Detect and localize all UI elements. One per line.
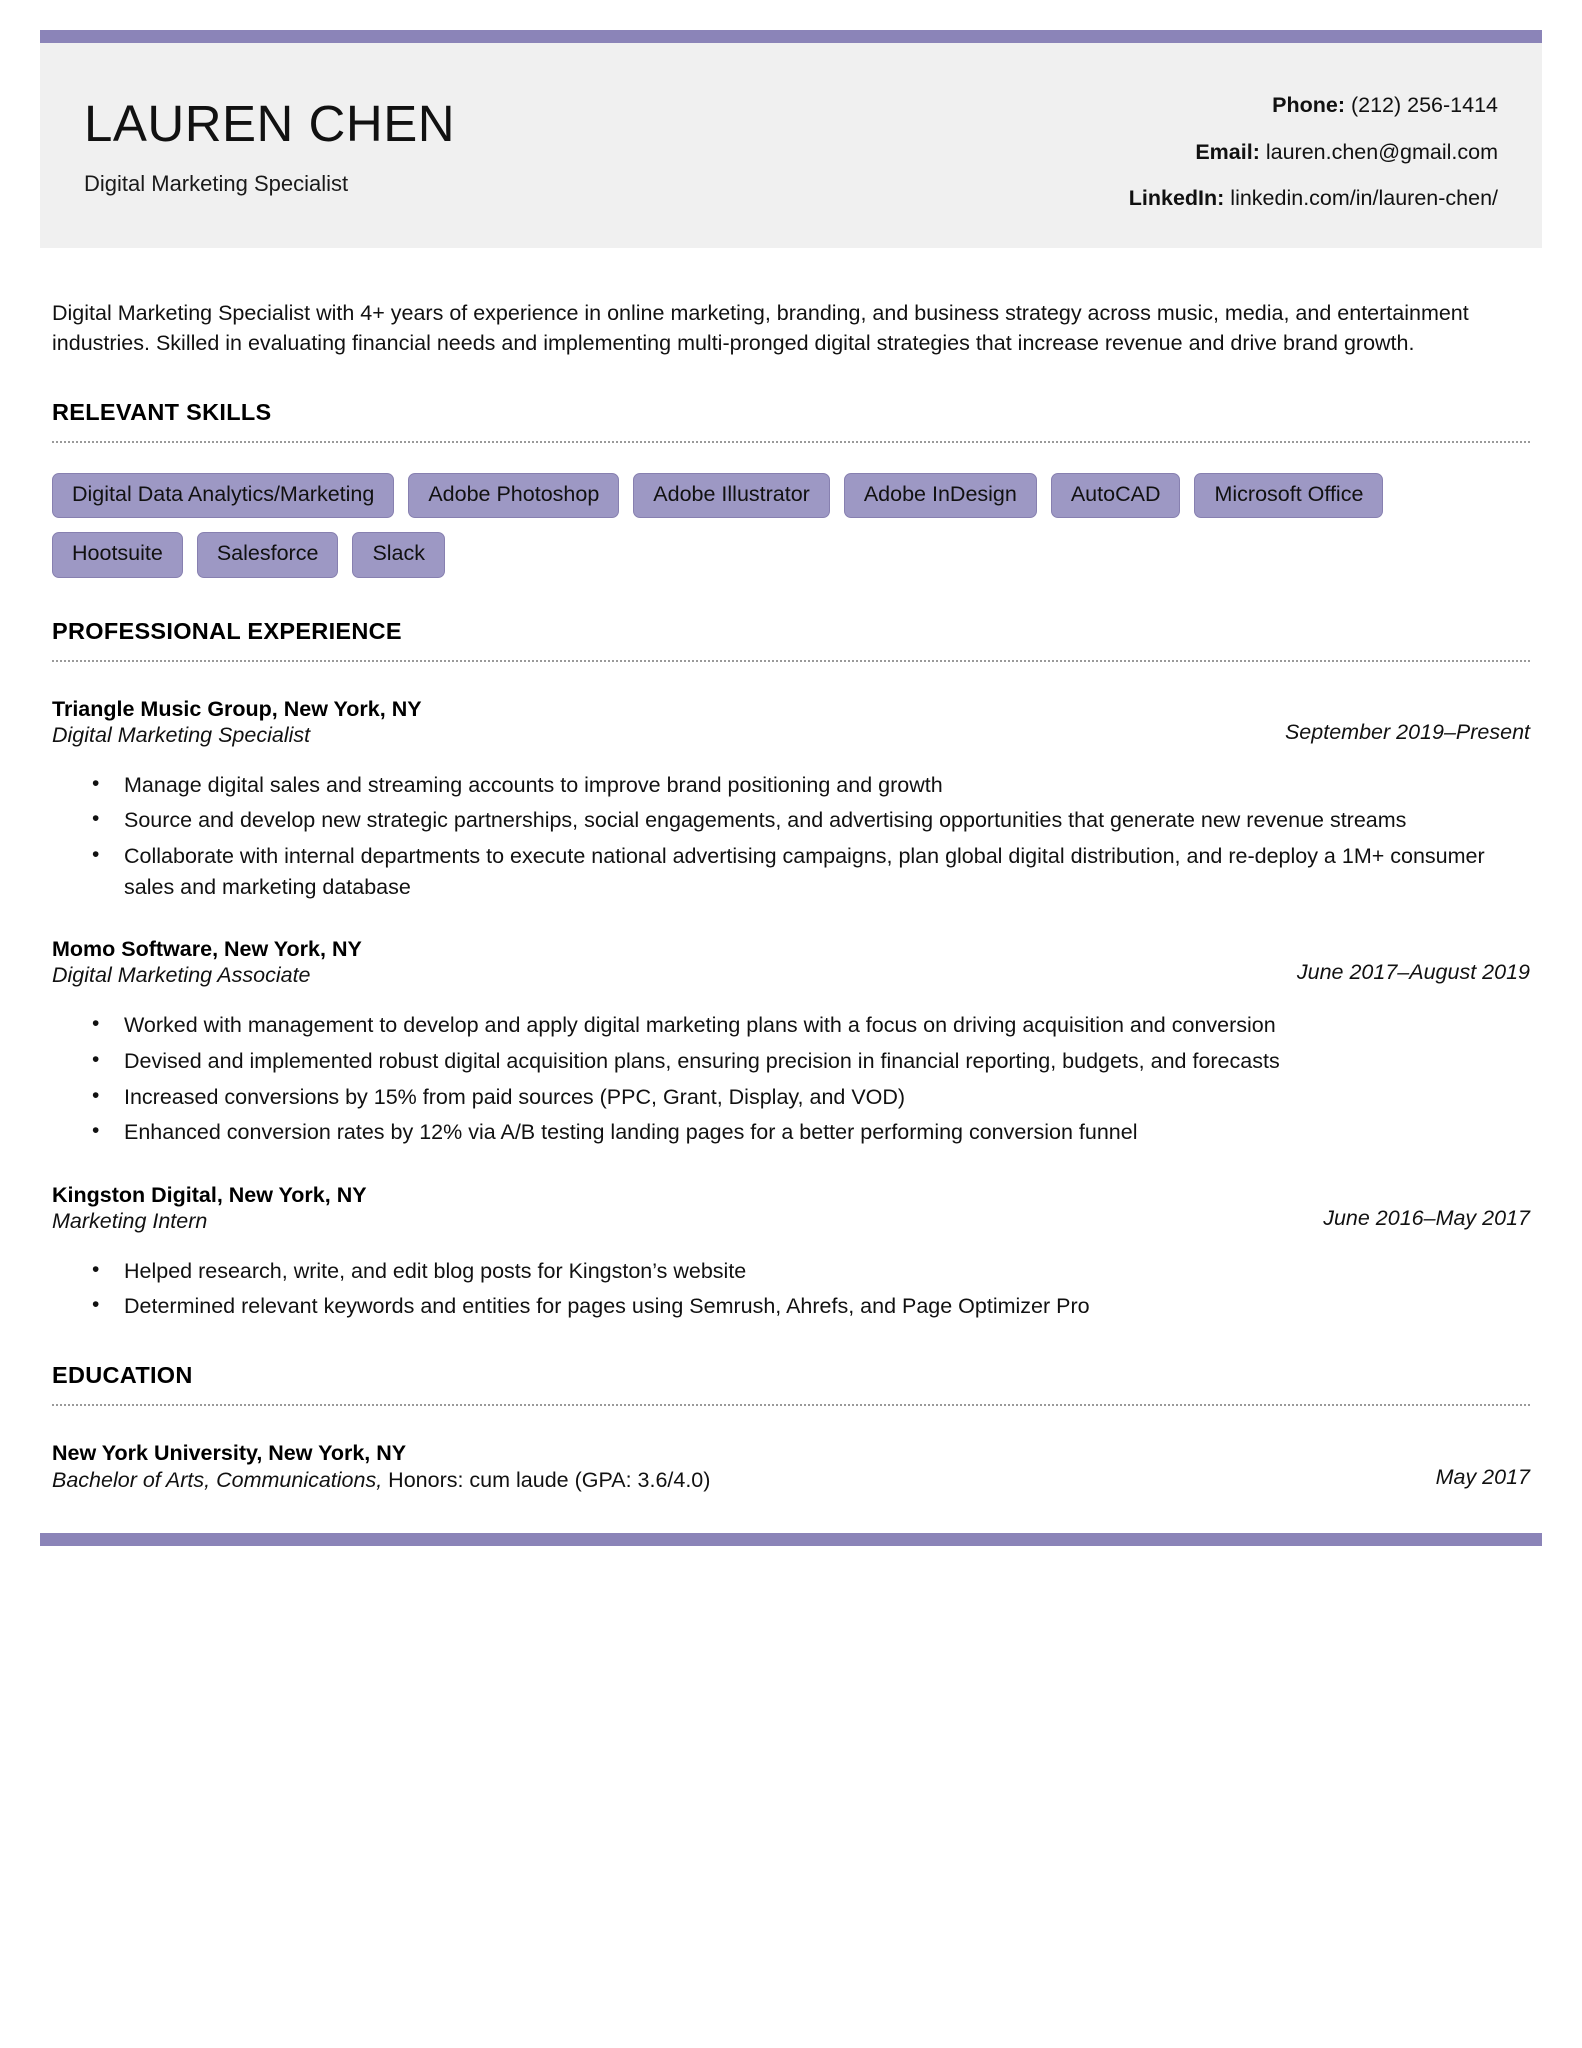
contact-email-label: Email: xyxy=(1195,139,1260,164)
education-degree xyxy=(52,1467,710,1494)
experience-date: September 2019–Present xyxy=(1284,719,1530,744)
bottom-spacer xyxy=(0,1493,1582,1533)
education-date: May 2017 xyxy=(1435,1465,1530,1489)
contact-phone-value: (212) 256-1414 xyxy=(1350,93,1498,117)
experience-bullet: • Devised and implemented robust digital acquisition plans, ensuring precision in financial reporting, budgets, and forecasts xyxy=(52,1046,1502,1077)
experience-bullets xyxy=(52,770,1530,902)
experience-company: Kingston Digital, New York, NY xyxy=(52,1182,367,1207)
skill-tag[interactable]: Hootsuite xyxy=(52,532,183,578)
experience-bullet: • Worked with management to develop and apply digital marketing plans with a focus on driving acquisition and conversion xyxy=(52,1010,1502,1041)
skill-tag[interactable]: Adobe Illustrator xyxy=(633,473,830,519)
experience-company: Momo Software, New York, NY xyxy=(52,937,362,962)
section-heading-experience: PROFESSIONAL EXPERIENCE xyxy=(52,617,402,644)
experience-entry xyxy=(52,696,1530,748)
contact-phone xyxy=(1129,95,1498,117)
section-divider-education xyxy=(52,1404,1530,1406)
experience-entry xyxy=(52,936,1530,988)
section-heading-education: EDUCATION xyxy=(52,1362,193,1388)
experience-entry xyxy=(52,1182,1530,1234)
experience-bullet: • Manage digital sales and streaming accounts to improve brand positioning and growth xyxy=(52,770,1502,801)
education-degree-honors: Honors: cum laude (GPA: 3.6/4.0) xyxy=(382,1467,711,1492)
skill-tag[interactable]: Adobe Photoshop xyxy=(408,473,619,519)
skill-tag[interactable]: Adobe InDesign xyxy=(844,473,1037,519)
experience-role: Marketing Intern xyxy=(52,1208,208,1233)
contact-linkedin-label: LinkedIn: xyxy=(1128,186,1225,210)
contact-phone-label: Phone: xyxy=(1272,93,1345,117)
experience-bullets xyxy=(52,1010,1530,1147)
experience-bullets xyxy=(52,1256,1530,1322)
bottom-accent-bar xyxy=(40,1533,1542,1546)
education-entry-details xyxy=(52,1440,710,1493)
resume-body xyxy=(40,298,1542,1494)
experience-role: Digital Marketing Associate xyxy=(52,963,311,988)
experience-date: June 2016–May 2017 xyxy=(1323,1205,1530,1230)
experience-bullet: • Source and develop new strategic partnerships, social engagements, and advertising opportunities that generate new revenue streams xyxy=(52,805,1502,836)
section-heading-skills: RELEVANT SKILLS xyxy=(52,398,272,425)
experience-bullet: • Determined relevant keywords and entities for pages using Semrush, Ahrefs, and Page Optimizer Pro xyxy=(52,1291,1502,1322)
experience-entry-titles xyxy=(52,1182,367,1234)
skill-tag[interactable]: Digital Data Analytics/Marketing xyxy=(52,473,394,519)
experience-bullet: • Helped research, write, and edit blog posts for Kingston’s website xyxy=(52,1256,1502,1287)
education-entry xyxy=(52,1440,1530,1493)
experience-bullet: • Collaborate with internal departments to execute national advertising campaigns, plan global digital distribution, and re-deploy a 1M+ consumer sales and marketing database xyxy=(52,841,1502,902)
section-divider-experience xyxy=(52,660,1530,662)
contact-email-value[interactable]: lauren.chen@gmail.com xyxy=(1265,139,1498,164)
experience-entry-titles xyxy=(52,936,362,988)
experience-date: June 2017–August 2019 xyxy=(1296,960,1530,985)
education-school: New York University, New York, NY xyxy=(52,1441,407,1465)
contact-email xyxy=(1129,139,1498,164)
experience-bullet: • Enhanced conversion rates by 12% via A/B testing landing pages for a better performing conversion funnel xyxy=(52,1117,1502,1148)
experience-company: Triangle Music Group, New York, NY xyxy=(52,696,422,721)
contact-linkedin xyxy=(1129,188,1498,210)
section-divider-skills xyxy=(52,441,1530,443)
skill-tag[interactable]: AutoCAD xyxy=(1051,473,1181,519)
skill-tag[interactable]: Slack xyxy=(352,532,445,578)
candidate-job-title: Digital Marketing Specialist xyxy=(84,170,349,196)
education-degree-title: Bachelor of Arts, Communications, xyxy=(52,1467,383,1492)
contact-block xyxy=(1129,85,1498,210)
experience-entry-titles xyxy=(52,696,422,748)
resume-header xyxy=(40,43,1542,248)
experience-role: Digital Marketing Specialist xyxy=(52,722,311,747)
candidate-name: LAUREN CHEN xyxy=(84,95,456,152)
skill-tag[interactable]: Salesforce xyxy=(197,532,339,578)
contact-linkedin-value[interactable]: linkedin.com/in/lauren-chen/ xyxy=(1230,186,1498,210)
professional-summary: Digital Marketing Specialist with 4+ years of experience in online marketing, branding, and business strategy across music, media, and entertainment industries. Skilled in evaluating financial needs and implementing multi-pronged digital strategies that increase revenue and drive brand growth. xyxy=(52,300,1469,356)
experience-bullet: • Increased conversions by 15% from paid sources (PPC, Grant, Display, and VOD) xyxy=(52,1082,1502,1113)
header-identity xyxy=(84,85,455,197)
skill-tag[interactable]: Microsoft Office xyxy=(1194,473,1383,519)
top-accent-bar xyxy=(40,30,1542,43)
skills-list xyxy=(52,473,1522,578)
